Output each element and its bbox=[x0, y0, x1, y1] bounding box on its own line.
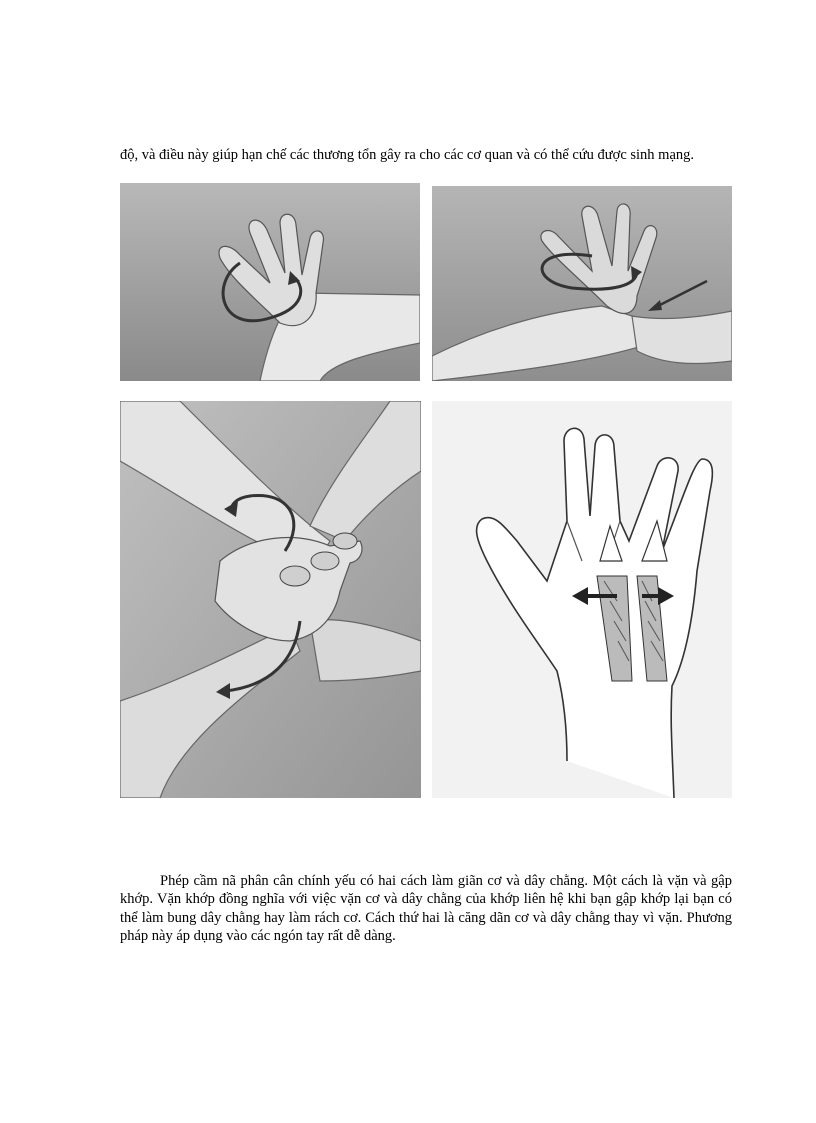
paragraph-continuation: độ, và điều này giúp hạn chế các thương tổn gây ra cho các cơ quan và có thể cứu được sinh mạng. bbox=[120, 146, 695, 163]
paragraph-main: Phép cầm nã phân cân chính yếu có hai cách làm giãn cơ và dây chằng. Một cách là vặn và gập khớp. Vặn khớp đồng nghĩa với việc vặn cơ và dây chằng của khớp liên hệ khi bạn gập khớp lại bạn có thể làm bung dây chằng hay làm rách cơ. Cách thứ hai là căng dãn cơ và dây chằng thay vì vặn. Phương pháp này áp dụng vào các ngón tay rất dễ dàng. bbox=[120, 872, 732, 944]
illustration-hand-tendons bbox=[432, 401, 732, 798]
photo-wrist-twist-2 bbox=[432, 186, 732, 381]
photo-wrist-twist-1 bbox=[120, 183, 420, 381]
photo-finger-split bbox=[120, 401, 421, 798]
